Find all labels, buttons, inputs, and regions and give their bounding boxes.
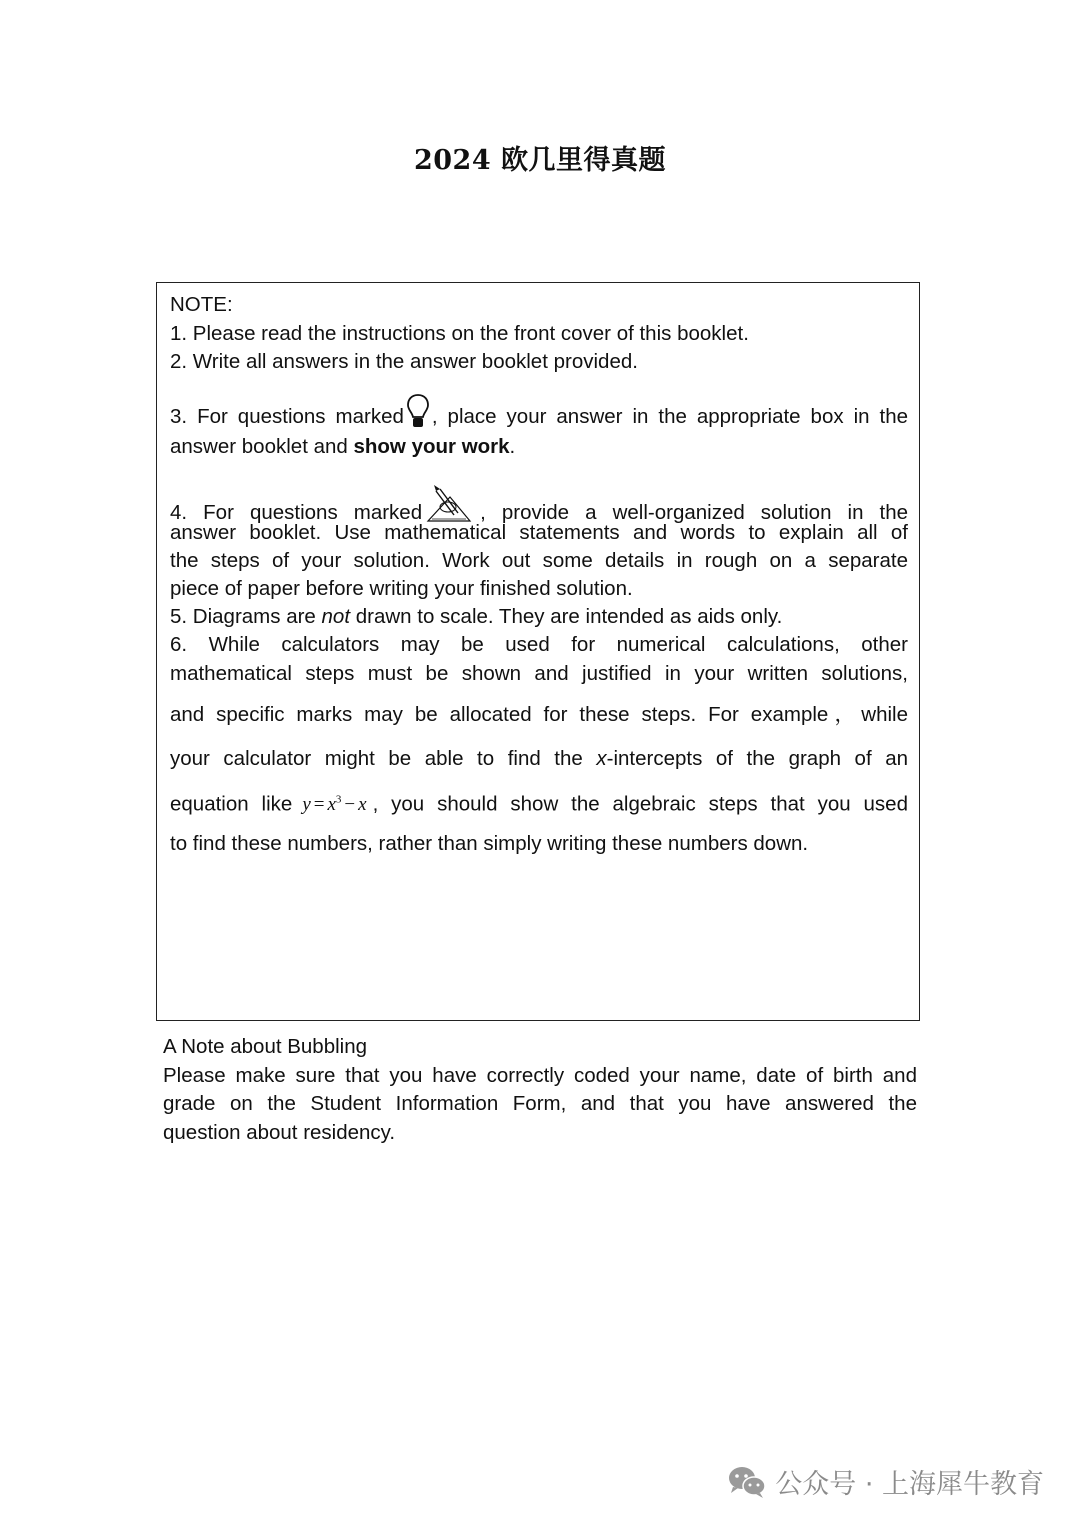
note-item-6-line-6: to find these numbers, rather than simply writing these numbers down. [170,832,809,855]
note-item-6-line-1: 6. While calculators may be used for numerical calculations, other [170,633,908,656]
wechat-icon [727,1465,767,1499]
bubbling-line-1: Please make sure that you have correctly coded your name, date of birth and [163,1064,917,1087]
note-item-3-line-2: answer booklet and show your work. [170,435,516,458]
note-item-6-line-3: and specific marks may be allocated for these steps. For example，while [170,703,908,726]
watermark [727,1462,1044,1501]
page-title: 2024 欧几里得真题 [413,145,667,176]
bubbling-line-2: grade on the Student Information Form, and that you have answered the [163,1092,917,1115]
note-item-1: 1. Please read the instructions on the front cover of this booklet. [170,322,749,345]
note-item-6-line-2: mathematical steps must be shown and justified in your written solutions, [170,662,908,685]
note-item-3-line-1: 3. For questions marked , place your answer in the appropriate box in the [170,393,908,431]
bubbling-heading: A Note about Bubbling [163,1035,368,1058]
bubbling-line-3: question about residency. [163,1121,396,1144]
equation: $y = x^3 - x$ [302,794,367,816]
note-box [156,282,920,1021]
note-item-2: 2. Write all answers in the answer booklet provided. [170,350,638,373]
note-item-5: 5. Diagrams are not drawn to scale. They are intended as aids only. [170,605,783,628]
note-item-4-line-1: 4. For questions marked , provide a well-organized solution in the [170,485,908,525]
note-item-6-line-5: equation like $y = x^3 - x$ , you should show the algebraic steps that you used [170,792,908,816]
note-heading: NOTE: [170,293,233,316]
note-item-4-line-3: the steps of your solution. Work out some details in rough on a separate [170,549,908,572]
note-item-4-line-4: piece of paper before writing your finished solution. [170,577,633,600]
note-item-4-line-2: answer booklet. Use mathematical statements and words to explain all of [170,521,908,544]
pencil-writing-icon [426,485,476,525]
note-item-6-line-4: your calculator might be able to find the x-intercepts of the graph of an [170,747,909,770]
watermark-text: 公众号 · 上海犀牛教育 [775,1469,1044,1500]
lightbulb-icon [406,393,430,431]
